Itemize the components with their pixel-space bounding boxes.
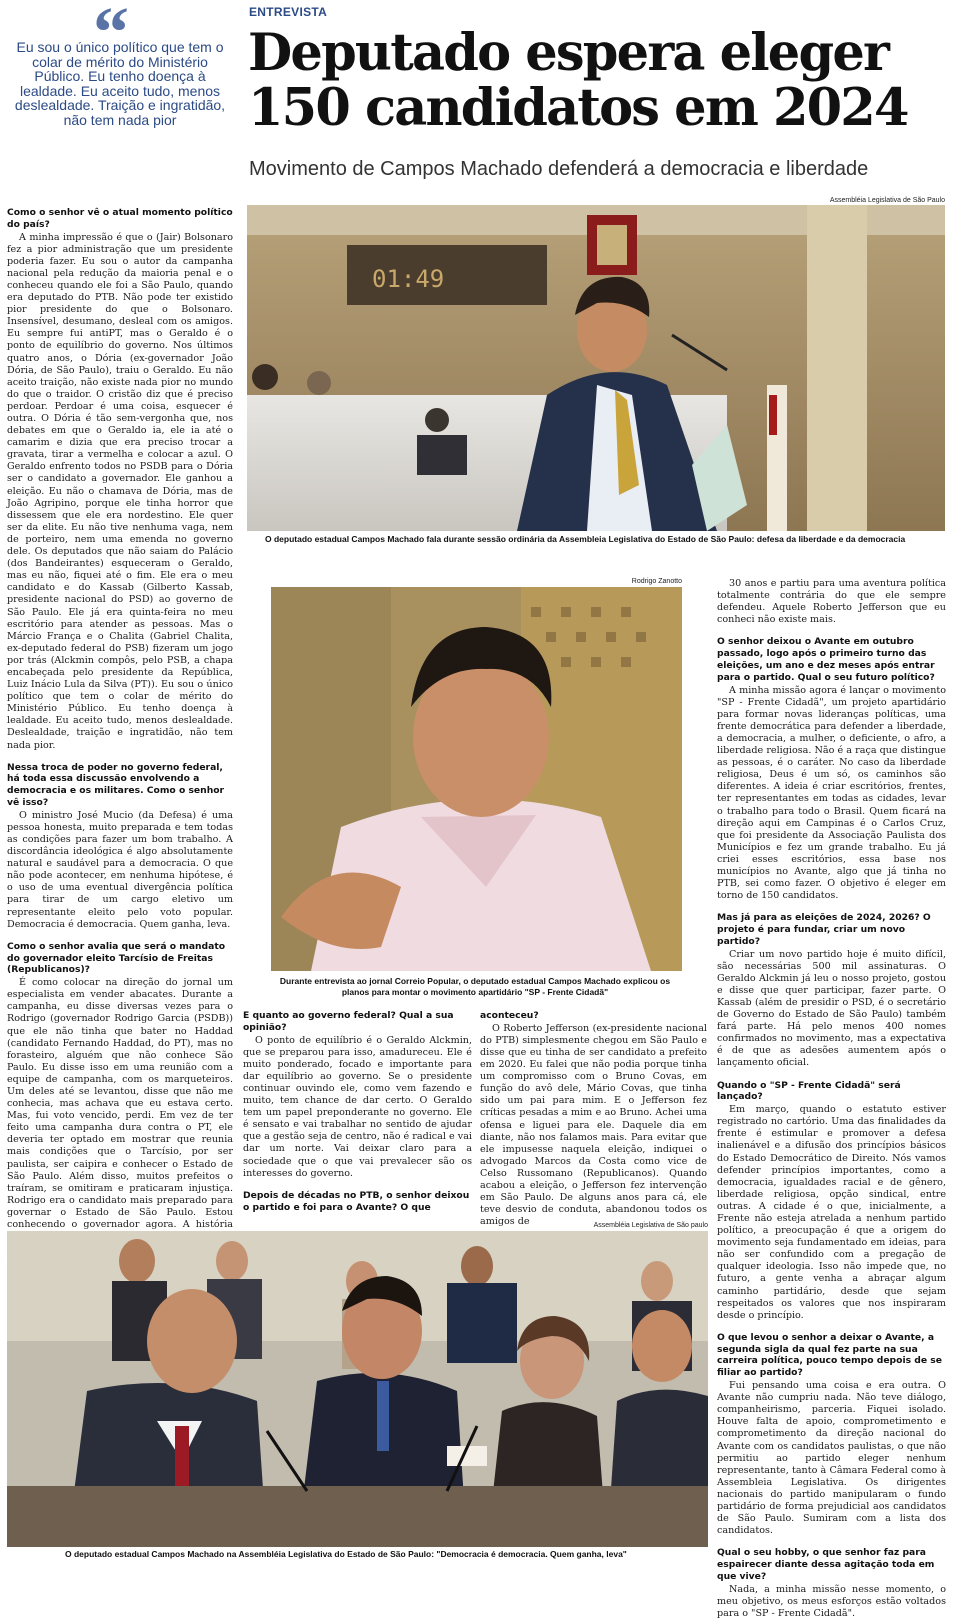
interview-answer: Criar um novo partido hoje é muito difícil, são necessárias 500 mil assinaturas. O Geraldo Alckmin já leu o nosso projeto, gostou e disse que quer participar, fazer parte. O Kassab (além de presidir o PSD, é o secretário de Governo do Estado de São Paulo) também fará parte. Há pelo menos 400 nomes confirmados no movimento, mas a expectativa é de que as adesões aumentem após o lançamento oficial. bbox=[717, 948, 946, 1069]
interview-question: Como o senhor avalia que será o mandato do governador eleito Tarcísio de Freitas (Republicanos)? bbox=[7, 940, 226, 976]
caption-bottom: O deputado estadual Campos Machado na Assembléia Legislativa do Estado de São Paulo: "Democracia é democracia. Quem ganha, leva" bbox=[65, 1549, 627, 1559]
interview-answer: O ponto de equilíbrio é o Geraldo Alckmin, que se preparou para isso, amadureceu. Ele é muito ponderado, focado e importante para dar equilíbrio ao governo. Se o presidente continuar ouvindo ele, como vem fazendo e muito, tem chance de dar certo. O Geraldo tem um papel preponderante no governo. Ele é sensato e vai trabalhar no sentido de ajudar que a gestão seja de centro, não é radical e vai dar um norte. Vai deixar claro para a sociedade que o que vai prevalecer são os interesses do governo. bbox=[243, 1034, 472, 1179]
pull-quote: Eu sou o único político que tem o colar de mérito do Ministério Público. Eu tenho doença à lealdade. Eu aceito tudo, menos deslealdade. Traição e ingratidão, não tem nada pior bbox=[14, 39, 226, 128]
photo-committee-image bbox=[7, 1231, 708, 1547]
section-kicker: ENTREVISTA bbox=[249, 5, 328, 19]
interview-question: O que levou o senhor a deixar o Avante, a segunda sigla da qual fez parte na sua carreira política, pouco tempo depois de se filiar ao partido? bbox=[717, 1331, 942, 1379]
photo-interview bbox=[271, 587, 682, 971]
interview-answer: O Roberto Jefferson (ex-presidente nacional do PTB) simplesmente chegou em São Paulo e disse que eu tinha de ser candidato a prefeito em 2020. Eu falei que não podia porque tinha um compromisso com o Bruno Covas, em função do avô dele, Mário Covas, que tinha sido um pai para mim. E o Jefferson fez críticas pesadas a mim e ao Bruno. Achei uma ofensa e liguei para ele. Daquele dia em diante, não nos falamos mais. Para evitar que ele impusesse naquela eleição, indiquei o advogado Marcos da Costa como vice de Celso Russomano (Republicanos). Quando acabou a eleição, o Jefferson fez intervenção em São Paulo. De alguns anos para cá, ele teve desvio de conduta, abandonou todos os amigos de bbox=[480, 1022, 707, 1228]
photo-credit-middle: Rodrigo Zanotto bbox=[631, 578, 682, 585]
interview-question: Quando o "SP - Frente Cidadã" será lançado? bbox=[717, 1079, 901, 1103]
interview-question: Nessa troca de poder no governo federal, há toda essa discussão envolvendo a democracia e os militares. Como o senhor vê isso? bbox=[7, 761, 225, 809]
column-2 bbox=[243, 1010, 472, 1213]
interview-question: O senhor deixou o Avante em outubro passado, logo após o primeiro turno das eleições, um ano e dez meses após entrar para o partido. Qual o seu futuro político? bbox=[717, 636, 935, 683]
interview-answer: A minha impressão é que o (Jair) Bolsonaro fez a pior administração que um presidente poderia fazer. Eu sou o autor da campanha nacional pela redução da maioria penal e o conheceu quando ele foi a São Paulo, quando era deputado do PTB. Não pode ter existido pior presidente do que o Bolsonaro. Insensível, desumano, desleal com os amigos. Eu sempre fui antiPT, mas o Geraldo é o ponto de equilíbrio do governo. Nos últimos quatro anos, o Dória (ex-governador João Dória, de São Paulo), traiu o Geraldo. Eu não aceito traição, não existe nada pior no mundo do que o traidor. O cristão diz que é preciso perdoar. Perdoar é uma coisa, esquecer é outra. O Dória é tão sem-vergonha que, nos debates em que o Geraldo ia, ele ia até o camarim e dizia que era preciso trocar a gravata, tirar a vermelha e colocar a azul. O Geraldo enfrento todos no PSDB para o Dória ser o candidato a governador. Ele ganhou a eleição. Eu não o chamava de Dória, mas de João Agripino, porque ele tinha horror que dissessem que ele era nordestino. Ele quer ser da elite. Eu não tive nenhuma vaga, nem de porteiro, nem uma emenda no governo dele. Os deputados que não saiam do Palácio (dos Bandeirantes) esqueceram o Geraldo, mas eu não, fiquei até o fim. Ele era o meu candidato e do Kassab (Gilberto Kassab, presidente nacional do PSD) ao governo de São Paulo. Ele já era quinta-feira no meu escritório para atender as pessoas. Mas o Márcio França e o Chalita (Gabriel Chalita, ex-deputado federal do PSB) fizeram um jogo por trás (Alckmin compôs, pelo PSB, a chapa encabeçada pelo presidente da República, Luiz Inácio Lula da Silva (PT)). Eu sou o único político que tem o colar de mérito do Ministério Público. Eu tenho doença à lealdade. Eu aceito tudo, menos deslealdade. Deslealdade, traição e ingratidão, não tem nada pior. bbox=[7, 231, 233, 751]
interview-question: Qual o seu hobby, o que senhor faz para espairecer diante dessa agitação toda em que vive? bbox=[717, 1547, 935, 1582]
interview-question: Como o senhor vê o atual momento político do país? bbox=[7, 207, 233, 230]
interview-answer: A minha missão agora é lançar o movimento "SP - Frente Cidadã", um projeto apartidário para formar novas lideranças políticas, uma frente democrática para defender a liberdade, a democracia, a mulher, o deficiente, o afro, a liberdade religiosa. Não é a raça que distingue as pessoas, é o caráter. No caso da liberdade religiosa, Deus é um só, os caminhos são diferentes. A ideia é criar escritórios, frentes, ter representantes em todas as cidades, levar o trabalho para todo o Brasil. Quem ficará na direção aqui em Campinas é o Carlos Cruz, que foi presidente da Associação Paulista dos Municípios e fez um grande trabalho. Eu já criei esses escritórios, essa base nos municípios no Avante, algo que já tinha no PTB, sei como fazer. O objetivo é eleger em torno de 150 candidatos. bbox=[717, 684, 946, 902]
photo-credit-top: Assembléia Legislativa de São Paulo bbox=[829, 197, 945, 204]
headline: Deputado espera eleger 150 candidatos em 2024 bbox=[248, 23, 908, 138]
photo-plenary-speech-image bbox=[247, 205, 945, 531]
photo-committee bbox=[7, 1231, 708, 1547]
column-1 bbox=[7, 207, 233, 1231]
photo-interview-image bbox=[271, 587, 682, 971]
interview-answer: O ministro José Mucio (da Defesa) é uma pessoa honesta, muito preparada e tem todas as condições para fazer um bom trabalho. A discordância ideológica é algo absolutamente natural e saudável para a democracia. O que não pode acontecer, em nenhuma hipótese, é o uso de uma eventual divergência política para tirar de um cargo eletivo um representante eleito pelo voto popular. Democracia é democracia. Quem ganha, leva. bbox=[7, 809, 233, 930]
interview-question: aconteceu? bbox=[480, 1010, 539, 1021]
caption-top: O deputado estadual Campos Machado fala durante sessão ordinária da Assembleia Legislativa do Estado de São Paulo: defesa da liberdade e da democracia bbox=[265, 534, 906, 544]
interview-answer: Nada, a minha missão nesse momento, o meu objetivo, os meus esforços estão voltados para o "SP - Frente Cidadã". bbox=[717, 1583, 946, 1619]
interview-question: E quanto ao governo federal? Qual a sua opinião? bbox=[243, 1010, 454, 1033]
photo-credit-bottom: Assembléia Legislativa de São paulo bbox=[593, 1222, 708, 1229]
session-clock: 01:49 bbox=[372, 265, 445, 293]
interview-question: Mas já para as eleições de 2024, 2026? O projeto é para fundar, criar um novo partido? bbox=[717, 912, 931, 947]
interview-question: Depois de décadas no PTB, o senhor deixou o partido e foi para o Avante? O que bbox=[243, 1189, 470, 1213]
column-4 bbox=[717, 578, 946, 1619]
interview-answer: 30 anos e partiu para uma aventura política totalmente contrária do que ele sempre defendeu. Aquele Roberto Jefferson que eu conheci não existe mais. bbox=[717, 578, 946, 626]
interview-answer: É como colocar na direção do jornal um especialista em vender abacates. Durante a campanha, eu disse diversas vezes para o Rodrigo (governador Rodrigo Garcia (PSDB)) que ele não tinha que bater no Haddad (candidato Fernando Haddad, do PT), mas no forasteiro, alguém que não conhece São Paulo. Eu disse isso em uma reunião com a equipe de campanha, com os marqueteiros. Um deles até se levantou, disse que não me conhecia, mas achava que eu estava certo. Mas, fui voto vencido, perdi. Em vez de ter feito uma campanha dura contra o PT, ele deveria ter optado em mostrar que reunia mais condições que o Tarcísio, por ser paulista, ser caipira e conhecer o Estado de São Paulo. Além disso, muitos prefeitos o traíram, se omitiram e praticaram injustiça. Rodrigo era o candidato mais preparado para governar o Estado de São Paulo. Estou conhecendo o governador agora. A história bbox=[7, 977, 233, 1231]
quote-mark: “ bbox=[93, 0, 129, 72]
interview-answer: Fui pensando uma coisa e era outra. O Avante não cumpriu nada. Não teve diálogo, companheirismo, parceria. Fiquei isolado. Houve falta de apoio, comprometimento e comprometimento da direção nacional do Avante com os candidatos paulistas, o que não permitiu ao partido eleger nenhum representante, tanto à Câmara Federal como à Assembleia Legislativa. Os dirigentes nacionais do partido manipularam o fundo partidário de forma prejudicial aos candidatos de São Paulo. Sumiram com a lista dos candidatos. bbox=[717, 1380, 946, 1537]
caption-middle: Durante entrevista ao jornal Correio Popular, o deputado estadual Campos Machado explicou os planos para montar o movimento apartidário "SP - Frente Cidadã" bbox=[279, 976, 671, 997]
interview-answer: Em março, quando o estatuto estiver registrado no cartório. Uma das finalidades da frente é estimular e promover a defesa inalienável e a difusão dos princípios básicos do Estado Democrático de Direito. Nós vamos defender princípios importantes, como a democracia, igualdades racial e de gênero, liberdade religiosa, opção sindical, entre outras. A cidade é o que, inicialmente, a Frente não esteja atrelada a nenhum partido político, a preocupação é que a origem do movimento seja fundamentado em ideias, para não ser confundido com a pregação de qualquer ideologia. Isso não impede que, no futuro, a gente venha a abraçar algum caminho partidário, desde que sejam respeitados os valores que nos inspiraram desde o princípio. bbox=[717, 1104, 946, 1321]
subheadline: Movimento de Campos Machado defenderá a democracia e liberdade bbox=[249, 158, 869, 180]
photo-plenary-speech bbox=[247, 205, 945, 531]
